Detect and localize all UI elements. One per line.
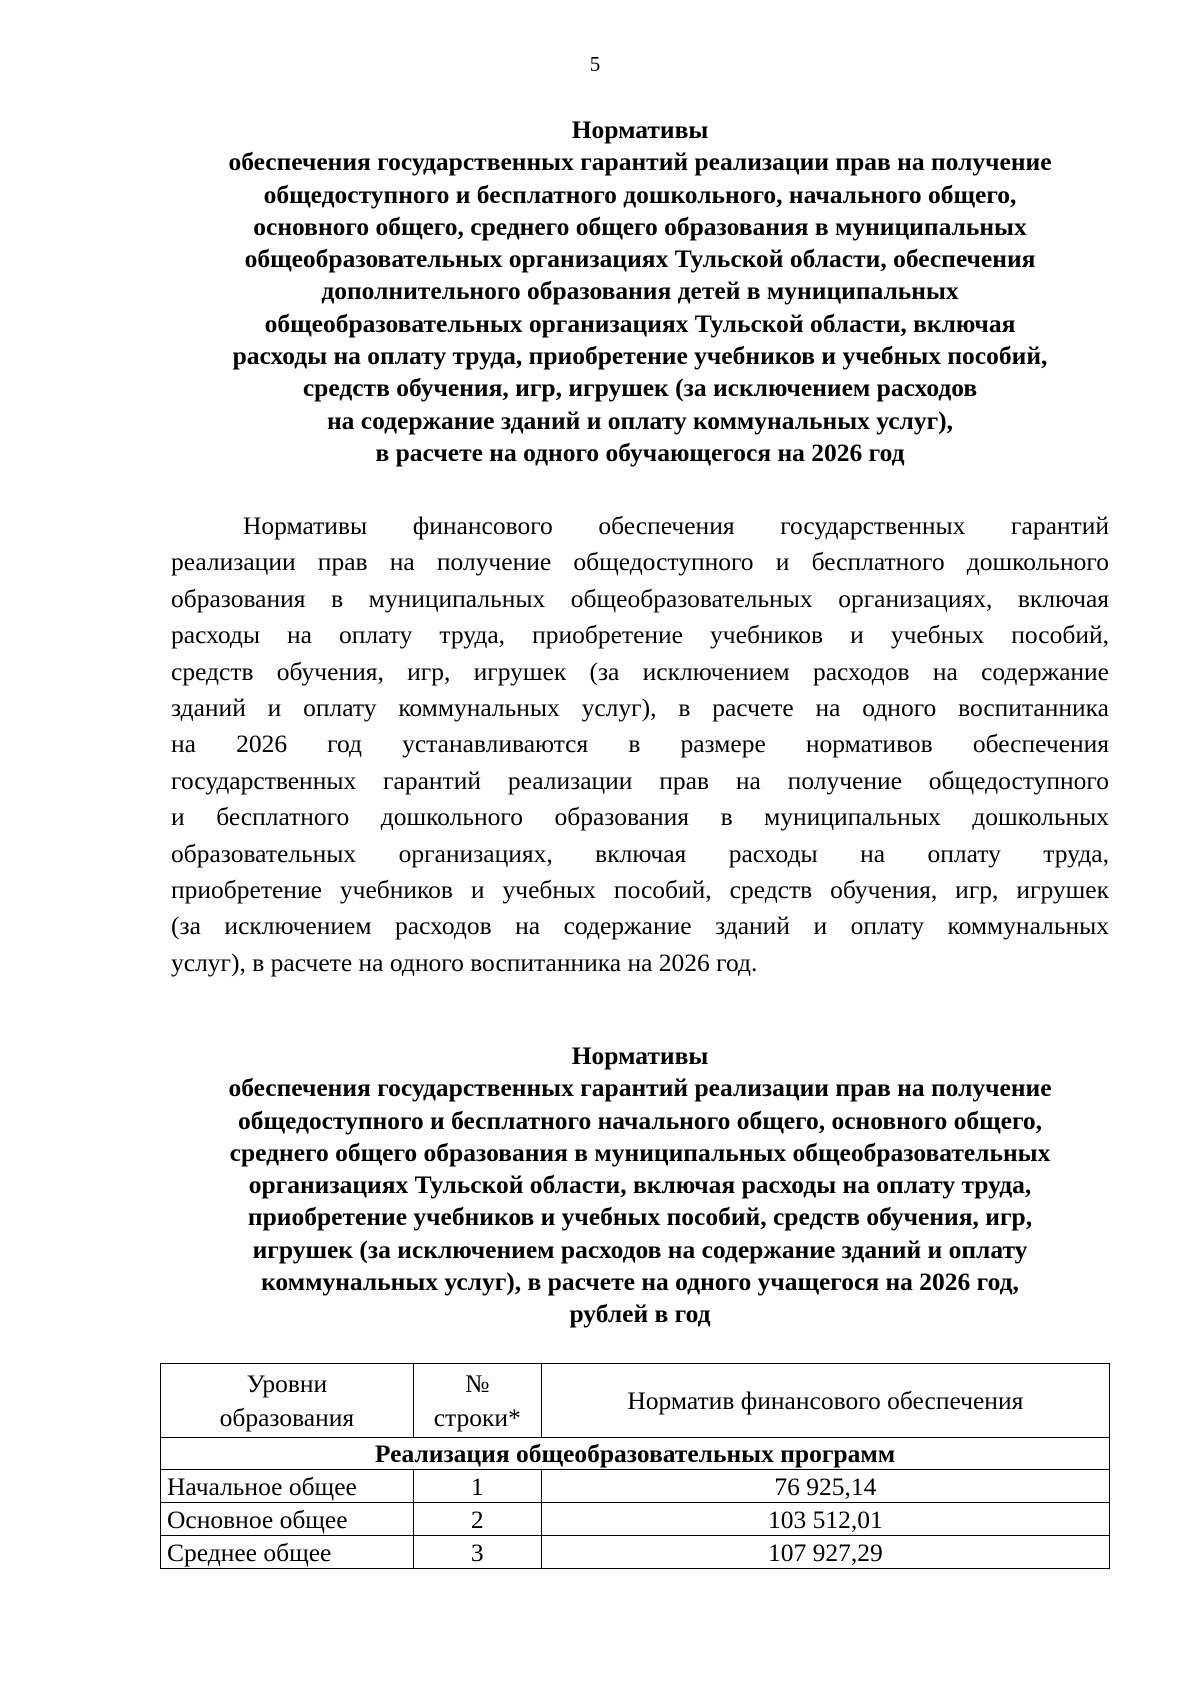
header-norm: Норматив финансового обеспечения [541,1364,1109,1438]
heading-line: организациях Тульской области, включая расходы на оплату труда, [248,1170,1032,1200]
header-education-level [161,1364,414,1438]
cell-row-number: 2 [413,1503,541,1536]
cell-norm-value: 103 512,01 [541,1503,1109,1536]
paragraph-line: зданий и оплату коммунальных услуг), в расчете на одного воспитанника [171,692,1109,722]
heading-line: Нормативы [571,1041,709,1070]
cell-norm-value: 107 927,29 [541,1536,1109,1569]
header-row-number-line1: № [465,1368,490,1398]
table-header-row [161,1364,1110,1438]
table-section-row [161,1438,1110,1470]
header-row-number-line2: строки* [433,1402,521,1432]
heading-line: основного общего, среднего общего образования в муниципальных [253,211,1027,241]
header-education-level-line1: Уровни [246,1368,328,1398]
heading-line: приобретение учебников и учебных пособий, средств обучения, игр, [247,1202,1033,1232]
cell-norm-value: 76 925,14 [541,1470,1109,1503]
heading-line: общедоступного и бесплатного начального общего, основного общего, [237,1105,1043,1135]
heading-line: коммунальных услуг), в расчете на одного учащегося на 2026 год, [261,1267,1019,1297]
paragraph-line: приобретение учебников и учебных пособий, средств обучения, игр, игрушек [171,874,1109,904]
heading-line: Нормативы [571,115,709,144]
header-row-number [413,1364,541,1438]
heading-line: общеобразовательных организациях Тульской области, обеспечения [244,244,1036,274]
page-number: 5 [589,52,601,76]
heading-line: на содержание зданий и оплату коммунальных услуг), [326,405,954,435]
paragraph-line: Нормативы финансового обеспечения государственных гарантий [243,511,1109,540]
heading-line: среднего общего образования в муниципальных общеобразовательных [229,1137,1051,1167]
document-heading-1 [170,114,1110,469]
table-row [161,1503,1110,1536]
section-title: Реализация общеобразовательных программ [161,1438,1110,1470]
norms-table [160,1363,1110,1569]
cell-row-number: 3 [413,1536,541,1569]
heading-line: обеспечения государственных гарантий реализации прав на получение [228,147,1052,177]
heading-line: обеспечения государственных гарантий реализации прав на получение [228,1073,1052,1103]
header-education-level-line2: образования [219,1402,355,1432]
heading-line: в расчете на одного обучающегося на 2026 год [375,437,905,467]
paragraph-line: средств обучения, игр, игрушек (за исключением расходов на содержание [171,656,1109,686]
paragraph-line: реализации прав на получение общедоступного и бесплатного дошкольного [171,547,1109,577]
cell-education-level: Основное общее [161,1503,414,1536]
document-heading-2 [170,1040,1110,1331]
heading-line: игрушек (за исключением расходов на содержание зданий и оплату [252,1234,1028,1264]
cell-education-level: Среднее общее [161,1536,414,1569]
body-paragraph [171,508,1109,981]
heading-line: дополнительного образования детей в муниципальных [321,276,959,306]
cell-education-level: Начальное общее [161,1470,414,1503]
paragraph-line: расходы на оплату труда, приобретение учебников и учебных пособий, [171,620,1109,650]
table-row [161,1536,1110,1569]
paragraph-line: услуг), в расчете на одного воспитанника на 2026 год. [171,947,758,977]
table-row [161,1470,1110,1503]
paragraph-line: образовательных организациях, включая расходы на оплату труда, [171,838,1109,868]
heading-line: общедоступного и бесплатного дошкольного, начального общего, [263,179,1017,209]
paragraph-line: и бесплатного дошкольного образования в муниципальных дошкольных [171,802,1109,832]
heading-line: общеобразовательных организациях Тульской области, включая [264,308,1016,338]
heading-line: средств обучения, игр, игрушек (за исключением расходов [302,373,978,403]
heading-line: расходы на оплату труда, приобретение учебников и учебных пособий, [232,341,1048,371]
paragraph-line: (за исключением расходов на содержание зданий и оплату коммунальных [171,911,1109,941]
cell-row-number: 1 [413,1470,541,1503]
heading-line: рублей в год [569,1299,711,1329]
paragraph-line: на 2026 год устанавливаются в размере нормативов обеспечения [171,729,1109,759]
paragraph-line: образования в муниципальных общеобразовательных организациях, включая [171,583,1109,613]
paragraph-line: государственных гарантий реализации прав на получение общедоступного [171,765,1109,795]
